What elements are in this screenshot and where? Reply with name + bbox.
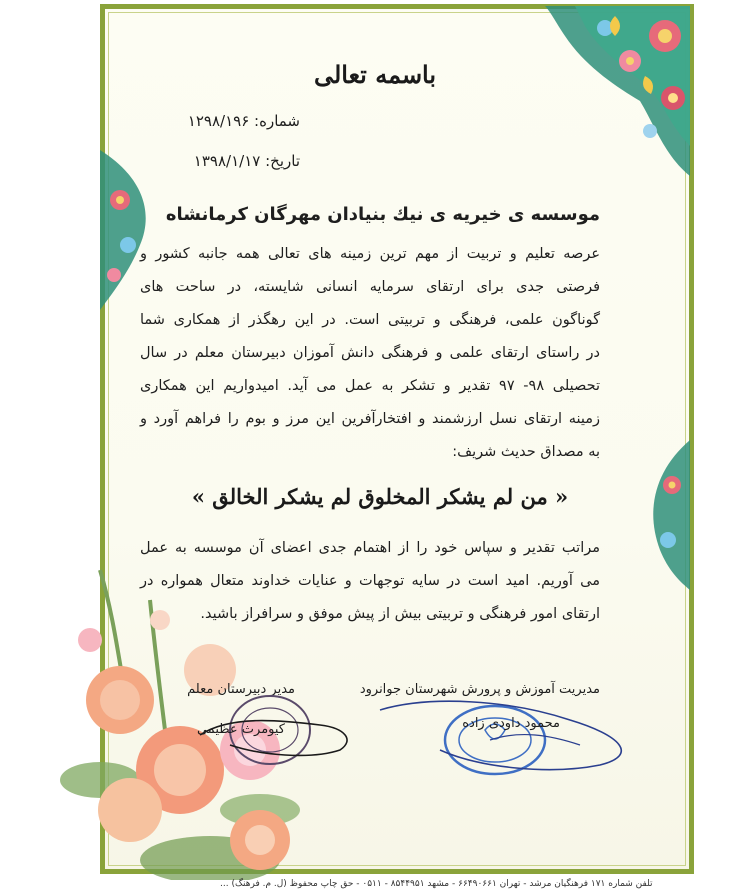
right-signatory-name: محمود داودی زاده	[462, 716, 560, 731]
top-right-floral-ornament	[545, 6, 690, 176]
right-signature-scribble	[370, 690, 650, 780]
body-line-2: فرصتی جدی برای ارتقای سرمایه انسانی شایسته، در ساحت های	[140, 279, 600, 295]
left-signatory-title: مدیر دبیرستان معلم	[187, 682, 295, 697]
letter-date	[194, 152, 300, 170]
body-line-6: زمینه ارتقای نسل ارزشمند و افتخارآفرین این مرز و بوم را فراهم آورد و	[140, 411, 600, 427]
number-value: ۱۲۹۸/۱۹۶	[187, 112, 250, 130]
body-line-5: تحصیلی ۹۸- ۹۷ تقدیر و تشکر به عمل می آید. امیدواریم این همکاری	[140, 378, 601, 394]
closing-line-1: مراتب تقدیر و سپاس خود را از اهتمام جدی اعضای آن موسسه به عمل	[140, 540, 600, 556]
print-footer: تلفن شماره ۱۷۱ فرهنگیان مرشد - تهران ۶۶۴۹۰۶۶۱ - مشهد ۸۵۴۴۹۵۱ - ۰۵۱۱ - حق چاپ محفوظ (ل. م. فرهنگ) ...	[220, 879, 653, 889]
body-line-7: به مصداق حدیث شریف:	[452, 444, 600, 460]
left-signatory-name: کیومرث عظیمی	[196, 722, 285, 737]
date-label: تاریخ:	[265, 152, 300, 170]
body-line-1: عرصه تعلیم و تربیت از مهم ترین زمینه های تعالی همه جانبه کشور و	[140, 246, 600, 262]
closing-line-2: می آوریم. امید است در سایه توجهات و عنایات خداوند متعال همواره در	[140, 573, 600, 589]
right-signatory-title: مدیریت آموزش و پرورش شهرستان جوانرود	[359, 682, 600, 697]
number-label: شماره:	[254, 112, 300, 130]
body-line-3: گوناگون علمی، فرهنگی و تربیتی است. در این رهگذر از همکاری شما	[140, 312, 600, 328]
right-floral-ornament	[640, 440, 690, 590]
closing-line-3: ارتقای امور فرهنگی و تربیتی بیش از پیش موفق و سرافراز باشید.	[200, 606, 600, 622]
date-value: ۱۳۹۸/۱/۱۷	[193, 152, 261, 170]
letter-number	[188, 112, 300, 130]
invocation-heading: باسمه تعالی	[313, 60, 437, 89]
hadith-quote: « من لم یشکر المخلوق لم یشکر الخالق »	[191, 484, 569, 509]
body-line-4: در راستای ارتقای علمی و فرهنگی دانش آموزان دبیرستان معلم در سال	[140, 345, 600, 361]
recipient-title: موسسه ی خیریه ی نیك بنیادان مهرگان كرمانشاه	[165, 204, 600, 225]
